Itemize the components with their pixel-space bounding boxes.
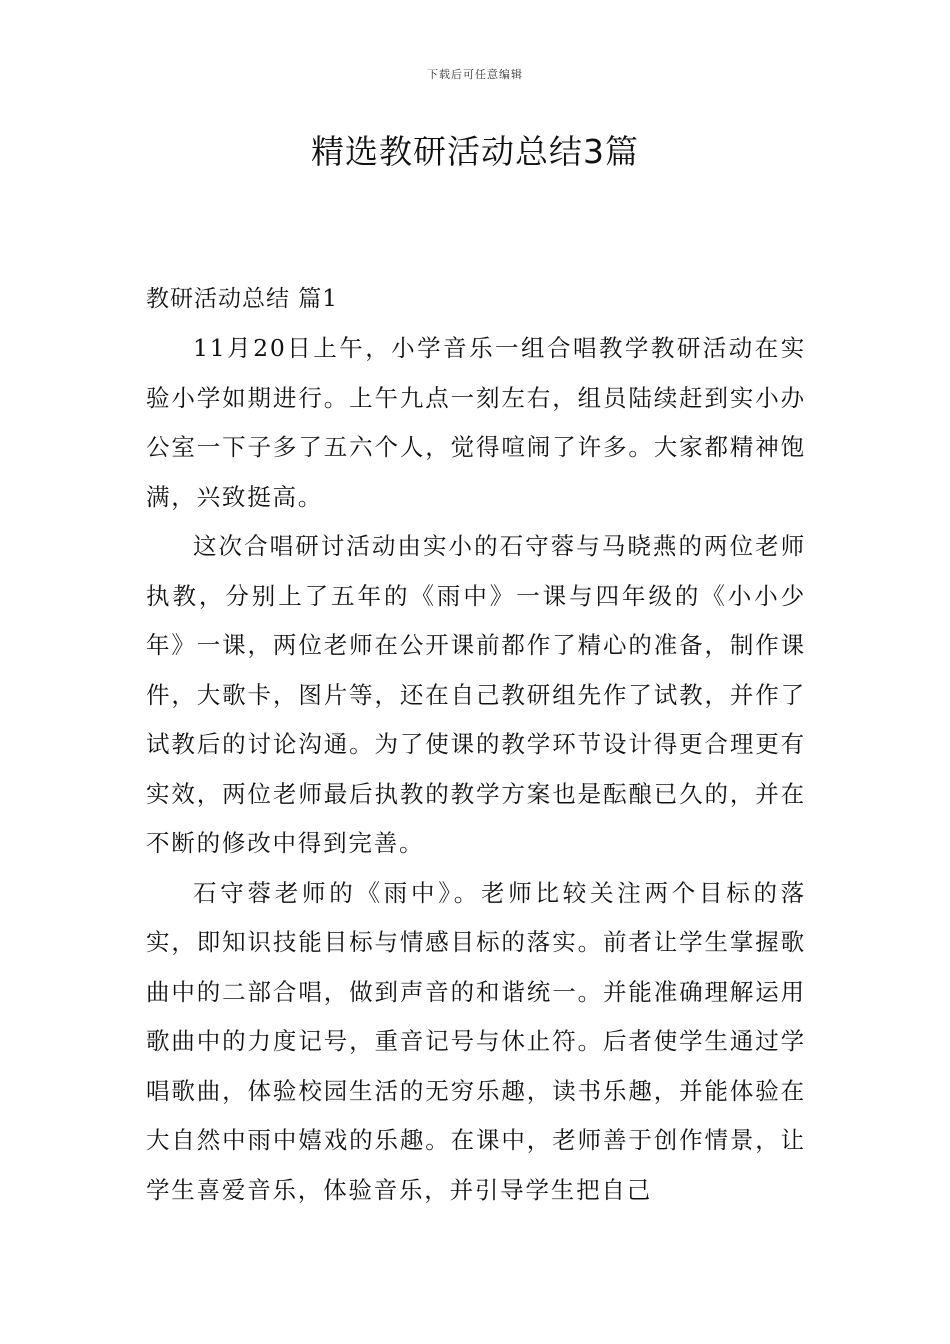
paragraph-2: 这次合唱研讨活动由实小的石守蓉与马晓燕的两位老师执教，分别上了五年的《雨中》一课与四年级的《小小少年》一课，两位老师在公开课前都作了精心的准备，制作课件，大歌卡，图片等，还在自己教研组先作了试教，并作了试教后的讨论沟通。为了使课的教学环节设计得更合理更有实效，两位老师最后执教的教学方案也是酝酿已久的，并在不断的修改中得到完善。 xyxy=(146,532,806,857)
document-title: 精选教研活动总结3篇 xyxy=(311,132,639,171)
header-note: 下载后可任意编辑 xyxy=(427,68,523,81)
paragraph-3: 石守蓉老师的《雨中》。老师比较关注两个目标的落实，即知识技能目标与情感目标的落实。前者让学生掌握歌曲中的二部合唱，做到声音的和谐统一。并能准确理解运用歌曲中的力度记号，重音记号与休止符。后者使学生通过学唱歌曲，体验校园生活的无穷乐趣，读书乐趣，并能体验在大自然中雨中嬉戏的乐趣。在课中，老师善于创作情景，让学生喜爱音乐，体验音乐，并引导学生把自己 xyxy=(146,878,806,1204)
paragraph-1: 11月20日上午，小学音乐一组合唱教学教研活动在实验小学如期进行。上午九点一刻左右，组员陆续赶到实小办公室一下子多了五六个人，觉得喧闹了许多。大家都精神饱满，兴致挺高。 xyxy=(146,334,806,511)
section-heading: 教研活动总结 篇1 xyxy=(146,286,338,312)
document-body xyxy=(146,278,806,1215)
